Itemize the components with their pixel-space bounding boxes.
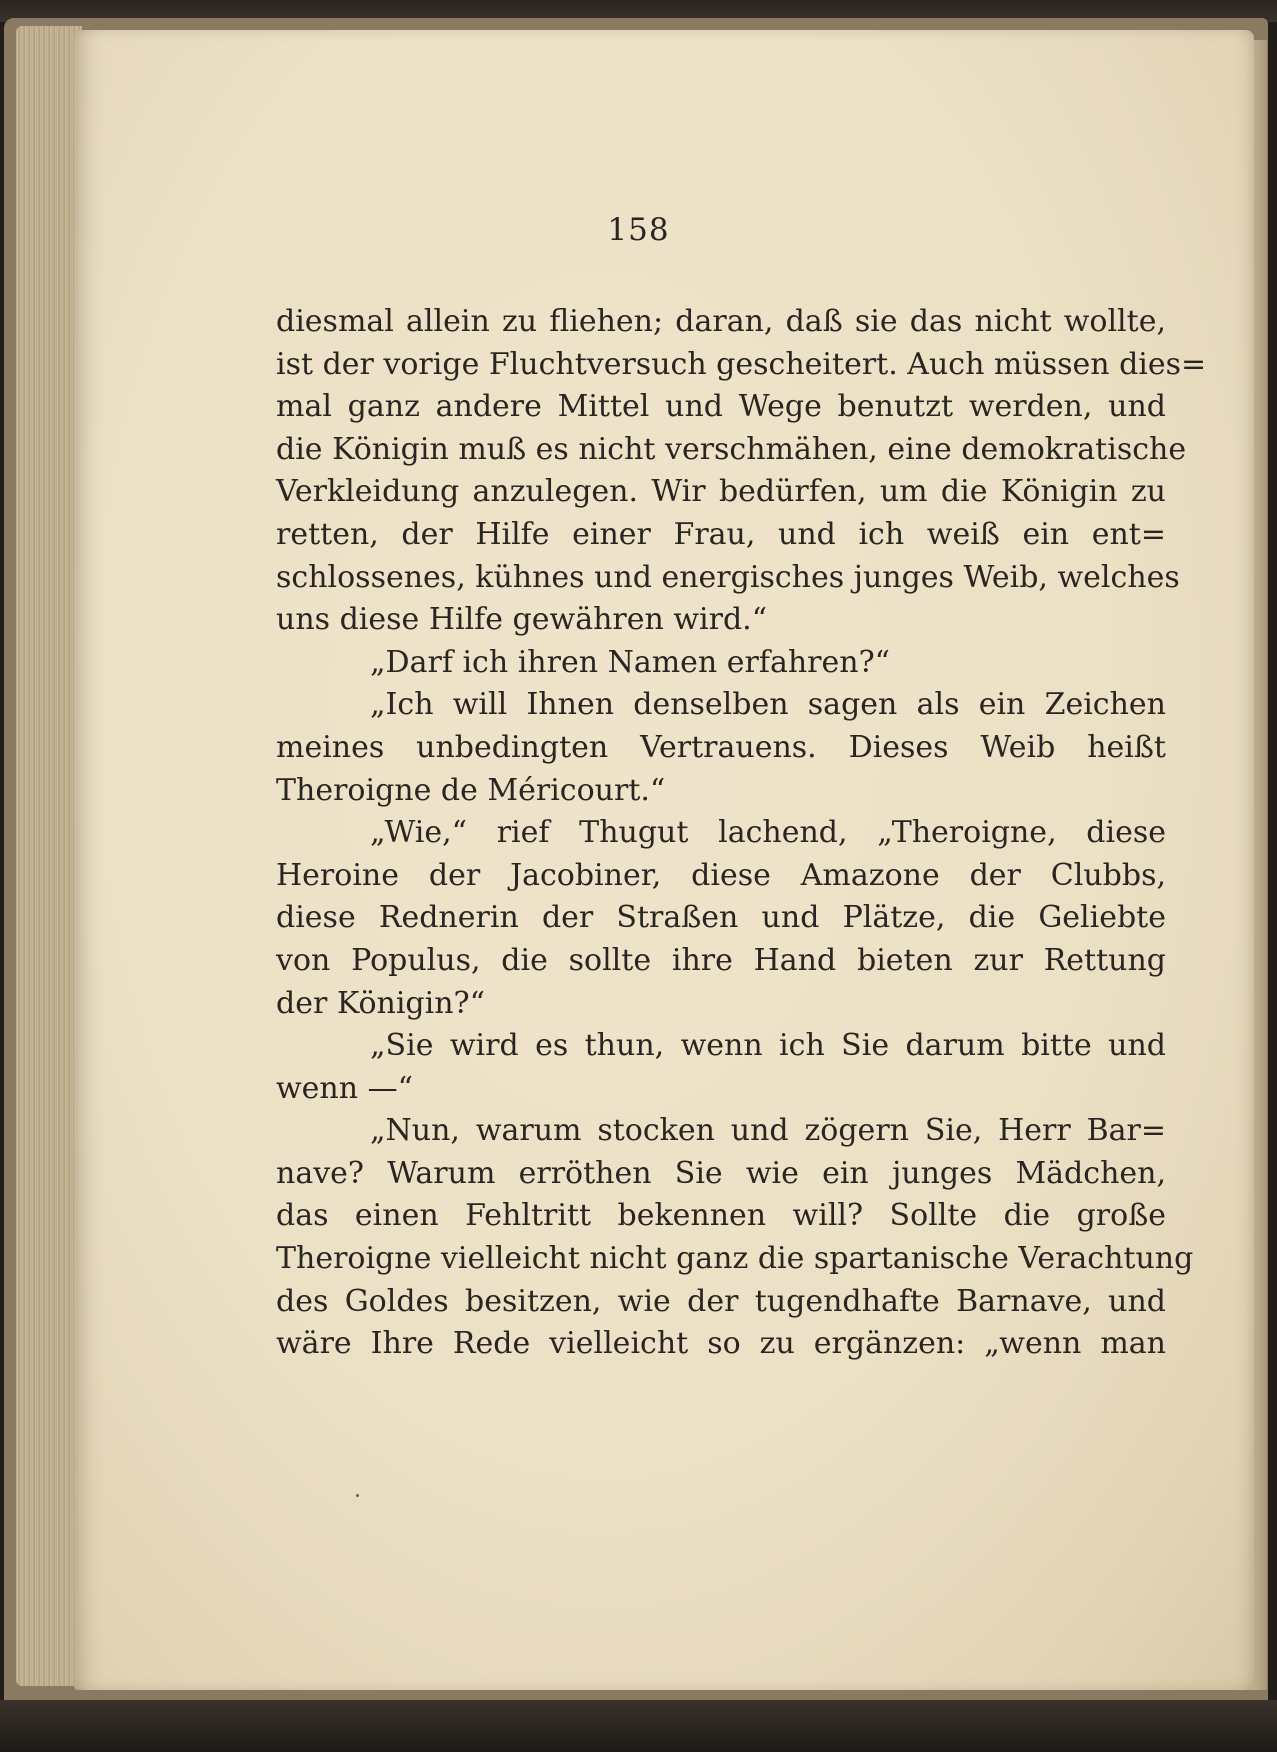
paper-speck <box>356 1494 359 1497</box>
text-line: diese Rednerin der Straßen und Plätze, die Geliebte <box>276 900 1166 936</box>
text-line: „Wie,“ rief Thugut lachend, „Theroigne, diese <box>370 815 1166 851</box>
text-line: uns diese Hilfe gewähren wird.“ <box>276 602 768 638</box>
text-line: wäre Ihre Rede vielleicht so zu ergänzen: „wenn man <box>276 1326 1166 1362</box>
text-line: mal ganz andere Mittel und Wege benutzt werden, und <box>276 389 1166 425</box>
text-line: des Goldes besitzen, wie der tugendhafte Barnave, und <box>276 1283 1166 1319</box>
text-line: meines unbedingten Vertrauens. Dieses Weib heißt <box>276 729 1166 765</box>
text-line: von Populus, die sollte ihre Hand bieten zur Rettung <box>276 942 1166 978</box>
text-line: das einen Fehltritt bekennen will? Sollte die große <box>276 1198 1166 1234</box>
page-number: 158 <box>607 212 670 248</box>
text-line: schlossenes, kühnes und energisches junges Weib, welches <box>276 559 1180 595</box>
text-line: Theroigne vielleicht nicht ganz die spartanische Verachtung <box>276 1241 1194 1277</box>
text-line: „Sie wird es thun, wenn ich Sie darum bitte und <box>370 1028 1166 1064</box>
text-line: retten, der Hilfe einer Frau, und ich weiß ein ent= <box>276 516 1166 552</box>
page-stack-edge <box>16 26 82 1686</box>
text-line: der Königin?“ <box>276 985 485 1021</box>
text-line: Verkleidung anzulegen. Wir bedürfen, um die Königin zu <box>276 474 1166 510</box>
text-line: nave? Warum erröthen Sie wie ein junges Mädchen, <box>276 1155 1166 1191</box>
body-text <box>276 301 1207 1366</box>
text-line: wenn —“ <box>276 1070 413 1106</box>
text-line: „Ich will Ihnen denselben sagen als ein Zeichen <box>370 687 1166 723</box>
book-cover-bottom-edge <box>0 1700 1277 1752</box>
text-line: Theroigne de Méricourt.“ <box>276 772 666 808</box>
text-line: „Darf ich ihren Namen erfahren?“ <box>370 644 891 680</box>
text-line: diesmal allein zu fliehen; daran, daß sie das nicht wollte, <box>276 304 1166 339</box>
text-line: „Nun, warum stocken und zögern Sie, Herr Bar= <box>370 1113 1166 1149</box>
text-line: die Königin muß es nicht verschmähen, eine demokratische <box>276 431 1187 467</box>
text-line: ist der vorige Fluchtversuch gescheitert. Auch müssen dies= <box>276 346 1207 382</box>
text-line: Heroine der Jacobiner, diese Amazone der Clubbs, <box>276 857 1166 893</box>
